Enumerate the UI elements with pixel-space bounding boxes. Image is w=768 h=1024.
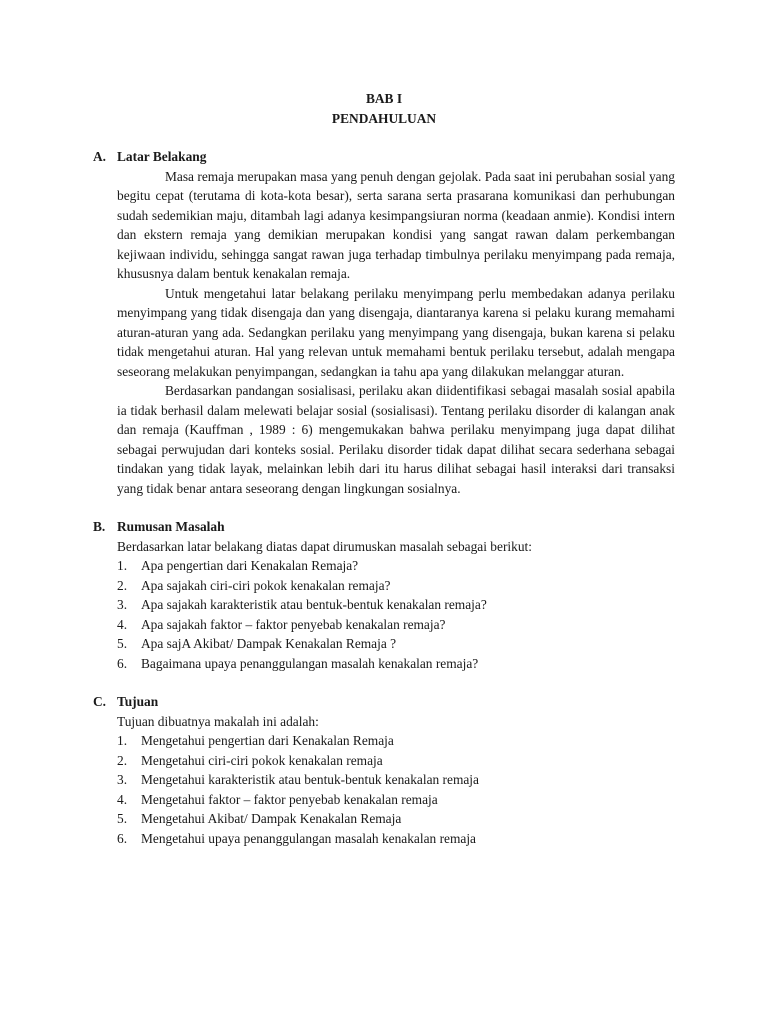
list-text: Mengetahui Akibat/ Dampak Kenakalan Remaja (141, 811, 402, 826)
chapter-label: BAB I (365, 91, 403, 106)
list-item (117, 615, 675, 635)
list-item (117, 770, 675, 790)
section-letter: C. (93, 694, 107, 709)
list-number: 1. (117, 558, 128, 573)
list-number: 5. (117, 811, 128, 826)
list-text: Mengetahui upaya penanggulangan masalah kenakalan remaja (141, 830, 476, 846)
list-item (117, 731, 675, 751)
list-number: 5. (117, 636, 128, 651)
list-item (117, 829, 675, 849)
list-number: 6. (117, 655, 128, 671)
section-lead: Berdasarkan latar belakang diatas dapat dirumuskan masalah sebagai berikut: (117, 538, 532, 554)
section-lead: Tujuan dibuatnya makalah ini adalah: (117, 713, 319, 729)
list-number: 4. (117, 616, 128, 632)
list-item (117, 751, 675, 771)
section-heading (93, 517, 675, 537)
section-letter: A. (93, 149, 107, 164)
list-text: Apa sajakah karakteristik atau bentuk-bentuk kenakalan remaja? (141, 597, 487, 612)
paragraph: Masa remaja merupakan masa yang penuh dengan gejolak. Pada saat ini perubahan sosial yang begitu cepat (terutama di kota-kota besar), serta sarana serta prasarana komunikasi dan perhubungan sudah sedemikian maju, ditambah lagi adanya kesimpangsiuran norma (keadaan anmie). Kondisi intern dan ekstern remaja yang demikian merupakan kondisi yang sangat rawan dalam perkembangan kejiwaan individu, sehingga sangat rawan juga terhadap timbulnya perilaku menyimpang pada remaja, khususnya dalam bentuk kenakalan remaja. (117, 168, 675, 281)
list-text: Mengetahui faktor – faktor penyebab kenakalan remaja (141, 791, 438, 807)
list-text: Apa sajA Akibat/ Dampak Kenakalan Remaja ? (141, 636, 397, 651)
list-item (117, 790, 675, 810)
section-rumusan-masalah (93, 517, 675, 673)
section-tujuan (93, 692, 675, 848)
list-item (117, 556, 675, 576)
section-letter: B. (93, 519, 106, 534)
list-number: 3. (117, 597, 128, 612)
document-page (93, 89, 675, 867)
section-latar-belakang (93, 147, 675, 498)
numbered-list (117, 556, 675, 673)
list-number: 2. (117, 752, 128, 768)
chapter-title: PENDAHULUAN (331, 110, 437, 126)
list-number: 2. (117, 577, 128, 593)
list-number: 6. (117, 830, 128, 846)
section-title: Latar Belakang (117, 149, 207, 164)
list-number: 3. (117, 772, 128, 787)
list-number: 1. (117, 733, 128, 748)
list-text: Mengetahui ciri-ciri pokok kenakalan remaja (141, 752, 383, 768)
list-item (117, 576, 675, 596)
list-text: Mengetahui pengertian dari Kenakalan Remaja (141, 733, 394, 748)
section-title: Rumusan Masalah (117, 519, 225, 534)
list-text: Apa sajakah faktor – faktor penyebab kenakalan remaja? (141, 616, 446, 632)
section-heading (93, 692, 675, 712)
paragraph: Berdasarkan pandangan sosialisasi, perilaku akan diidentifikasi sebagai masalah sosial apabila ia tidak berhasil dalam melewati belajar sosial (sosialisasi). Tentang perilaku disorder di kalangan anak dan remaja (Kauffman , 1989 : 6) mengemukakan bahwa perilaku menyimpang juga dapat dilihat sebagai perwujudan dari konteks sosial. Perilaku disorder tidak dapat dilihat secara sederhana sebagai tindakan yang tidak layak, melainkan lebih dari itu harus dilihat sebagai hasil interaksi dari transaksi yang tidak benar antara seseorang dengan lingkungan sosialnya. (117, 383, 675, 496)
section-title: Tujuan (117, 694, 159, 709)
list-number: 4. (117, 791, 128, 807)
paragraph: Untuk mengetahui latar belakang perilaku menyimpang perlu membedakan adanya perilaku menyimpang yang tidak disengaja dan yang disengaja, diantaranya karena si pelaku kurang memahami aturan-aturan yang ada. Sedangkan perilaku yang menyimpang yang disengaja, bukan karena si pelaku tidak mengetahui aturan. Hal yang relevan untuk memahami bentuk perilaku tersebut, adalah mengapa seseorang melakukan penyimpangan, sedangkan ia tahu apa yang dilakukan melanggar aturan. (117, 285, 675, 379)
list-text: Mengetahui karakteristik atau bentuk-bentuk kenakalan remaja (141, 772, 479, 787)
list-text: Apa pengertian dari Kenakalan Remaja? (141, 558, 359, 573)
list-text: Apa sajakah ciri-ciri pokok kenakalan remaja? (141, 577, 391, 593)
list-item (117, 809, 675, 829)
numbered-list (117, 731, 675, 848)
list-item (117, 595, 675, 615)
list-item (117, 634, 675, 654)
list-text: Bagaimana upaya penanggulangan masalah kenakalan remaja? (141, 655, 479, 671)
section-heading (93, 147, 675, 167)
list-item (117, 654, 675, 674)
